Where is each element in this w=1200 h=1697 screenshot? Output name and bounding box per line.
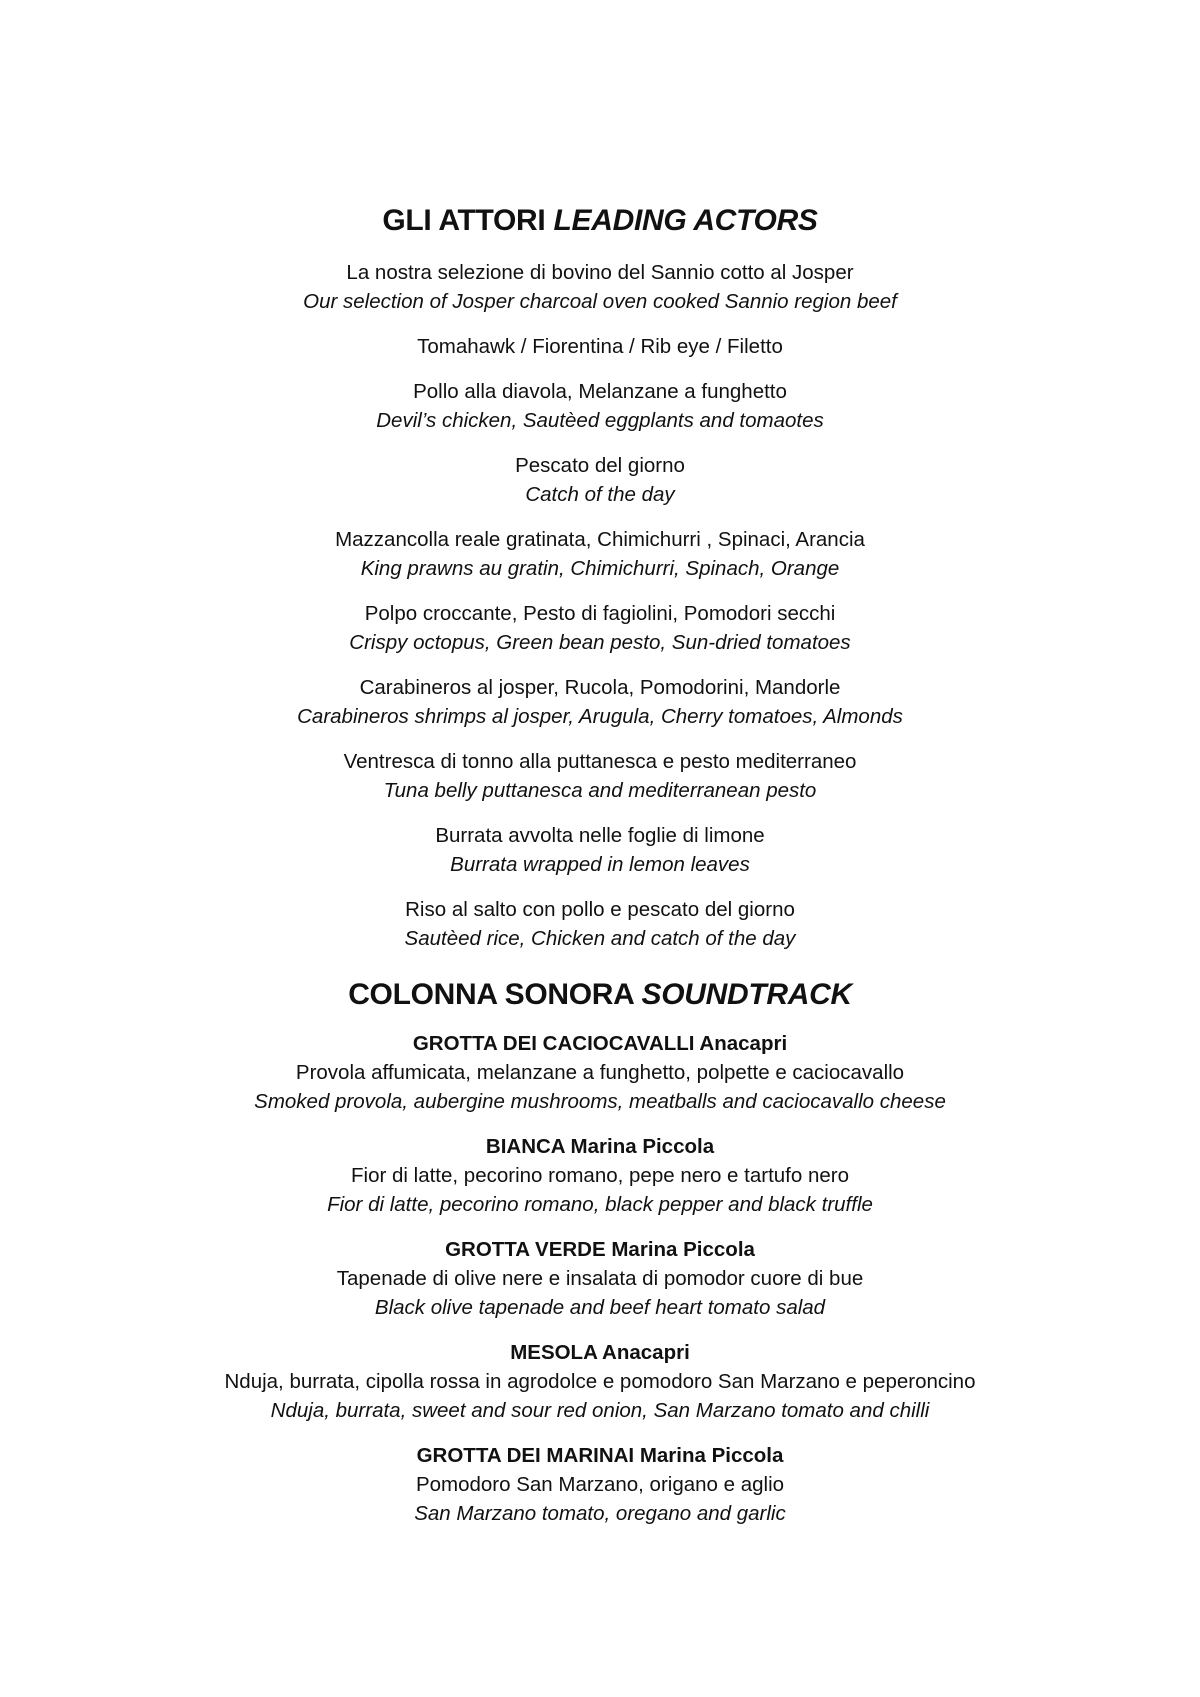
dish-name-en: Carabineros shrimps al josper, Arugula, Cherry tomatoes, Almonds — [297, 705, 903, 728]
dish-name-en: Crispy octopus, Green bean pesto, Sun-dried tomatoes — [349, 631, 851, 654]
pizza-desc-en: San Marzano tomato, oregano and garlic — [414, 1502, 786, 1525]
dish-name-en: Catch of the day — [525, 483, 675, 506]
section-title-en: SOUNDTRACK — [641, 978, 852, 1011]
leading-actors-section — [0, 203, 1200, 969]
pizza-item — [0, 1235, 1200, 1322]
dish-name-it: Mazzancolla reale gratinata, Chimichurri , Spinaci, Arancia — [335, 528, 865, 551]
menu-item — [0, 673, 1200, 731]
section-title-leading-actors — [0, 203, 1200, 239]
pizza-desc-it: Provola affumicata, melanzane a funghetto, polpette e caciocavallo — [295, 1061, 905, 1084]
menu-item — [0, 258, 1200, 316]
dish-name-en: King prawns au gratin, Chimichurri, Spinach, Orange — [360, 557, 840, 580]
menu-item — [0, 821, 1200, 879]
dish-name-it: Pollo alla diavola, Melanzane a funghetto — [413, 380, 787, 403]
dish-name-it: Polpo croccante, Pesto di fagiolini, Pomodori secchi — [364, 602, 836, 625]
dish-name-en: Sautèed rice, Chicken and catch of the day — [404, 927, 796, 950]
section-title-en: LEADING ACTORS — [553, 204, 818, 237]
pizza-desc-it: Nduja, burrata, cipolla rossa in agrodolce e pomodoro San Marzano e peperoncino — [224, 1370, 976, 1393]
dish-name-en: Our selection of Josper charcoal oven cooked Sannio region beef — [303, 290, 897, 313]
pizza-name: BIANCA Marina Piccola — [485, 1135, 715, 1158]
menu-item — [0, 895, 1200, 953]
pizza-desc-en: Fior di latte, pecorino romano, black pepper and black truffle — [327, 1193, 873, 1216]
menu-item — [0, 332, 1200, 361]
menu-item — [0, 747, 1200, 805]
pizza-desc-it: Tapenade di olive nere e insalata di pomodor cuore di bue — [336, 1267, 864, 1290]
pizza-item — [0, 1338, 1200, 1425]
dish-name-it: La nostra selezione di bovino del Sannio cotto al Josper — [346, 261, 854, 284]
pizza-item — [0, 1441, 1200, 1528]
pizza-name: GROTTA VERDE Marina Piccola — [445, 1238, 755, 1261]
menu-item — [0, 525, 1200, 583]
menu-item — [0, 451, 1200, 509]
section-title-it: GLI ATTORI — [382, 204, 546, 237]
dish-name-en: Burrata wrapped in lemon leaves — [450, 853, 750, 876]
dish-name-it: Ventresca di tonno alla puttanesca e pesto mediterraneo — [343, 750, 857, 773]
soundtrack-section — [0, 977, 1200, 1544]
pizza-name: GROTTA DEI CACIOCAVALLI Anacapri — [412, 1032, 788, 1055]
pizza-desc-it: Pomodoro San Marzano, origano e aglio — [415, 1473, 785, 1496]
dish-name-it: Riso al salto con pollo e pescato del giorno — [405, 898, 795, 921]
pizza-item — [0, 1132, 1200, 1219]
pizza-desc-en: Smoked provola, aubergine mushrooms, meatballs and caciocavallo cheese — [254, 1090, 946, 1113]
section-title-soundtrack — [0, 977, 1200, 1013]
dish-name-it: Tomahawk / Fiorentina / Rib eye / Filetto — [417, 335, 783, 358]
pizza-item — [0, 1029, 1200, 1116]
pizza-desc-it: Fior di latte, pecorino romano, pepe nero e tartufo nero — [351, 1164, 849, 1187]
menu-item — [0, 377, 1200, 435]
dish-name-it: Burrata avvolta nelle foglie di limone — [435, 824, 765, 847]
dish-name-en: Tuna belly puttanesca and mediterranean pesto — [383, 779, 817, 802]
section-title-it: COLONNA SONORA — [348, 978, 634, 1011]
pizza-desc-en: Nduja, burrata, sweet and sour red onion, San Marzano tomato and chilli — [270, 1399, 930, 1422]
pizza-name: GROTTA DEI MARINAI Marina Piccola — [416, 1444, 784, 1467]
dish-name-it: Pescato del giorno — [515, 454, 685, 477]
pizza-name: MESOLA Anacapri — [510, 1341, 690, 1364]
menu-item — [0, 599, 1200, 657]
pizza-desc-en: Black olive tapenade and beef heart tomato salad — [374, 1296, 826, 1319]
dish-name-it: Carabineros al josper, Rucola, Pomodorini, Mandorle — [359, 676, 841, 699]
dish-name-en: Devil’s chicken, Sautèed eggplants and tomaotes — [376, 409, 824, 432]
